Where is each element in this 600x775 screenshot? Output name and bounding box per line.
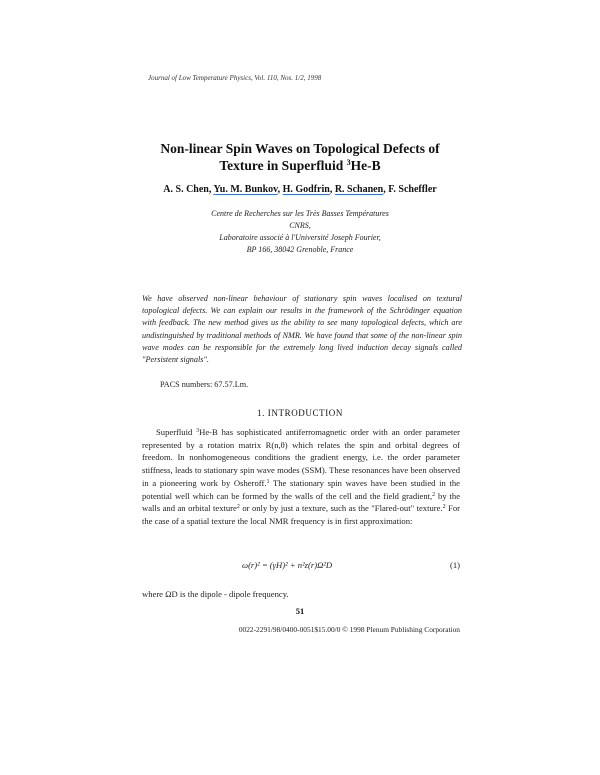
copyright-footer: 0022-2291/98/0400-0051$15.00/0 © 1998 Plenum Publishing Corporation: [238, 625, 460, 634]
equation-number: (1): [449, 560, 460, 570]
title-line-2: Texture in Superfluid $^3$He-B: [219, 158, 381, 173]
page-number: 51: [295, 606, 305, 616]
affiliation: Centre de Recherches sur les Très Basses Températures CNRS, Laboratoire associé à l'Université Joseph Fourier, BP 166, 38042 Grenoble, France: [211, 209, 389, 254]
author-link-godfrin[interactable]: H. Godfrin: [282, 184, 330, 195]
title-line-1: Non-linear Spin Waves on Topological Defects of: [160, 141, 440, 156]
equation-explanation: where ΩD is the dipole - dipole frequency.: [142, 589, 289, 599]
author-list: A. S. Chen, Yu. M. Bunkov, H. Godfrin, R. Schanen, F. Scheffler: [163, 184, 437, 195]
pacs-numbers: PACS numbers: 67.57.Lm.: [160, 380, 249, 389]
abstract: We have observed non-linear behaviour of stationary spin waves localised on textural topological defects. We can explain our results in the framework of the Schrödinger equation with feedback. The new method gives us the ability to see many topological defects, which are undistinguished by traditional methods of NMR. We have found that some of the non-linear spin wave modes can be responsible for the extremely long lived induction decay signals called "Persistent signals".: [142, 294, 462, 365]
introduction-paragraph: Superfluid $^3$He-B has sophisticated antiferromagnetic order with an order parameter represented by a rotation matrix R(n,θ) which relates the spin and orbital degrees of freedom. In nonhomogeneous conditions the gradient energy, i.e. the order parameter stiffness, leads to stationary spin wave modes (SSM). These resonances have been observed in a pioneering work by Osheroff.$^1$ The stationary spin waves have been studied in the potential well which can be formed by the walls of the cell and the field gradient,$^2$ by the walls and an orbital texture$^2$ or only by just a texture, such as the "Flared-out" texture.$^2$ For the case of a spatial texture the local NMR frequency is in first approximation:: [142, 427, 461, 526]
journal-header: Journal of Low Temperature Physics, Vol. 110, Nos. 1/2, 1998: [148, 74, 322, 82]
section-heading: 1. INTRODUCTION: [257, 408, 343, 418]
author-link-schanen[interactable]: R. Schanen: [334, 184, 384, 195]
paper-title: [100, 140, 500, 174]
author-scheffler: , F. Scheffler: [383, 184, 437, 195]
author-link-bunkov[interactable]: Yu. M. Bunkov: [213, 184, 278, 195]
equation-expression: ω(r)² = (γH)² + n²z(r)Ω²D: [242, 560, 333, 570]
author-chen: A. S. Chen,: [163, 184, 214, 195]
